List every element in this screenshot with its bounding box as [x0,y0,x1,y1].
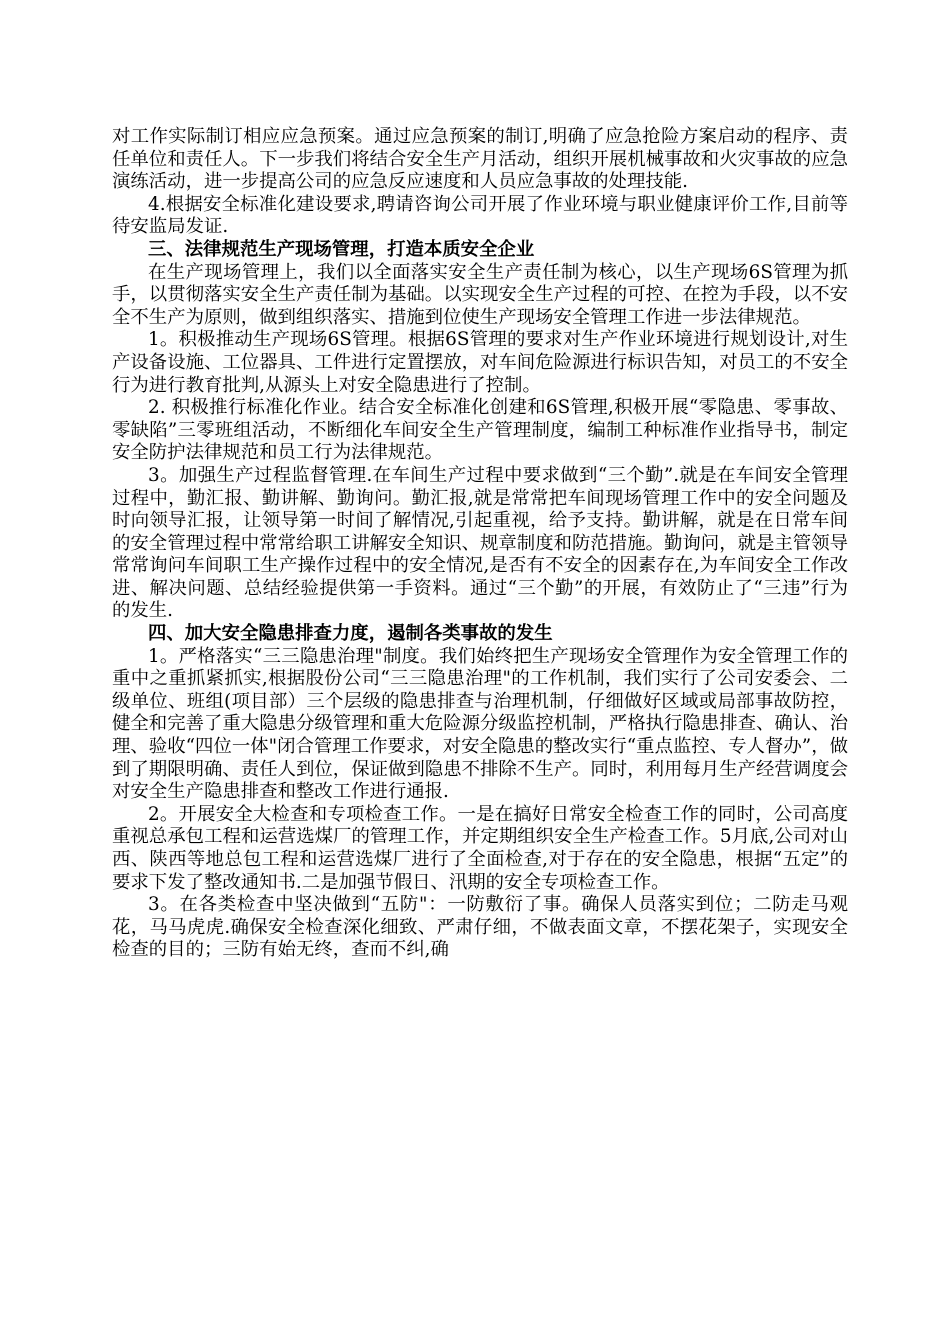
paragraph-item-4-occupational-health: 4.根据安全标准化建设要求,聘请咨询公司开展了作业环境与职业健康评价工作,目前等待安监局发证. [112,193,848,238]
paragraph-emergency-plan: 对工作实际制订相应应急预案。通过应急预案的制订,明确了应急抢险方案启动的程序、责任单位和责任人。下一步我们将结合安全生产月活动，组织开展机械事故和火灾事故的应急演练活动，进一步提高公司的应急反应速度和人员应急事故的处理技能. [112,126,848,193]
section-heading-3: 三、法律规范生产现场管理，打造本质安全企业 [148,238,535,260]
section-heading-4: 四、加大安全隐患排查力度，遏制各类事故的发生 [148,623,553,645]
paragraph-five-preventions: 3。在各类检查中坚决做到“五防"：一防敷衍了事。确保人员落实到位；二防走马观花，马马虎虎.确保安全检查深化细致、严肃仔细，不做表面文章，不摆花架子，实现安全检查的目的；三防有始无终，查而不纠,确 [112,894,848,961]
paragraph-process-supervision: 3。加强生产过程监督管理.在车间生产过程中要求做到“三个勤”.就是在车间安全管理过程中，勤汇报、勤讲解、勤询问。勤汇报,就是常常把车间现场管理工作中的安全问题及时向领导汇报，让领导第一时间了解情况,引起重视，给予支持。勤讲解，就是在日常车间的安全管理过程中常常给职工讲解安全知识、规章制度和防范措施。勤询问，就是主管领导常常询问车间职工生产操作过程中的安全情况,是否有不安全的因素存在,为车间安全工作改进、解决问题、总结经验提供第一手资料。通过“三个勤”的开展，有效防止了“三违”行为的发生. [112,464,848,622]
paragraph-standardized-operation: 2. 积极推行标准化作业。结合安全标准化创建和6S管理,积极开展“零隐患、零事故、零缺陷”三零班组活动，不断细化车间安全生产管理制度，编制工种标准作业指导书，制定安全防护法律规范和员工行为法律规范。 [112,397,848,464]
paragraph-6s-management: 1。积极推动生产现场6S管理。根据6S管理的要求对生产作业环境进行规划设计,对生产设备设施、工位器具、工件进行定置摆放，对车间危险源进行标识告知，对员工的不安全行为进行教育批判,从源头上对安全隐患进行了控制。 [112,329,848,396]
paragraph-site-management-intro: 在生产现场管理上，我们以全面落实安全生产责任制为核心，以生产现场6S管理为抓手，以贯彻落实安全生产责任制为基础。以实现安全生产过程的可控、在控为手段，以不安全不生产为原则，做到组织落实、措施到位使生产现场安全管理工作进一步法律规范。 [112,261,848,328]
document-page [112,126,848,962]
paragraph-safety-inspection: 2。开展安全大检查和专项检查工作。一是在搞好日常安全检查工作的同时，公司高度重视总承包工程和运营选煤厂的管理工作，并定期组织安全生产检查工作。5月底,公司对山西、陕西等地总包工程和运营选煤厂进行了全面检查,对于存在的安全隐患，根据“五定”的要求下发了整改通知书.二是加强节假日、汛期的安全专项检查工作。 [112,803,848,893]
paragraph-hazard-governance: 1。严格落实“三三隐患治理"制度。我们始终把生产现场安全管理作为安全管理工作的重中之重抓紧抓实,根据股份公司“三三隐患治理"的工作机制，我们实行了公司安委会、二级单位、班组(项目部）三个层级的隐患排查与治理机制，仔细做好区域或局部事故防控，健全和完善了重大隐患分级管理和重大危险源分级监控机制，严格执行隐患排查、确认、治理、验收“四位一体"闭合管理工作要求，对安全隐患的整改实行“重点监控、专人督办”，做到了期限明确、责任人到位，保证做到隐患不排除不生产。同时，利用每月生产经营调度会对安全生产隐患排查和整改工作进行通报. [112,645,848,803]
